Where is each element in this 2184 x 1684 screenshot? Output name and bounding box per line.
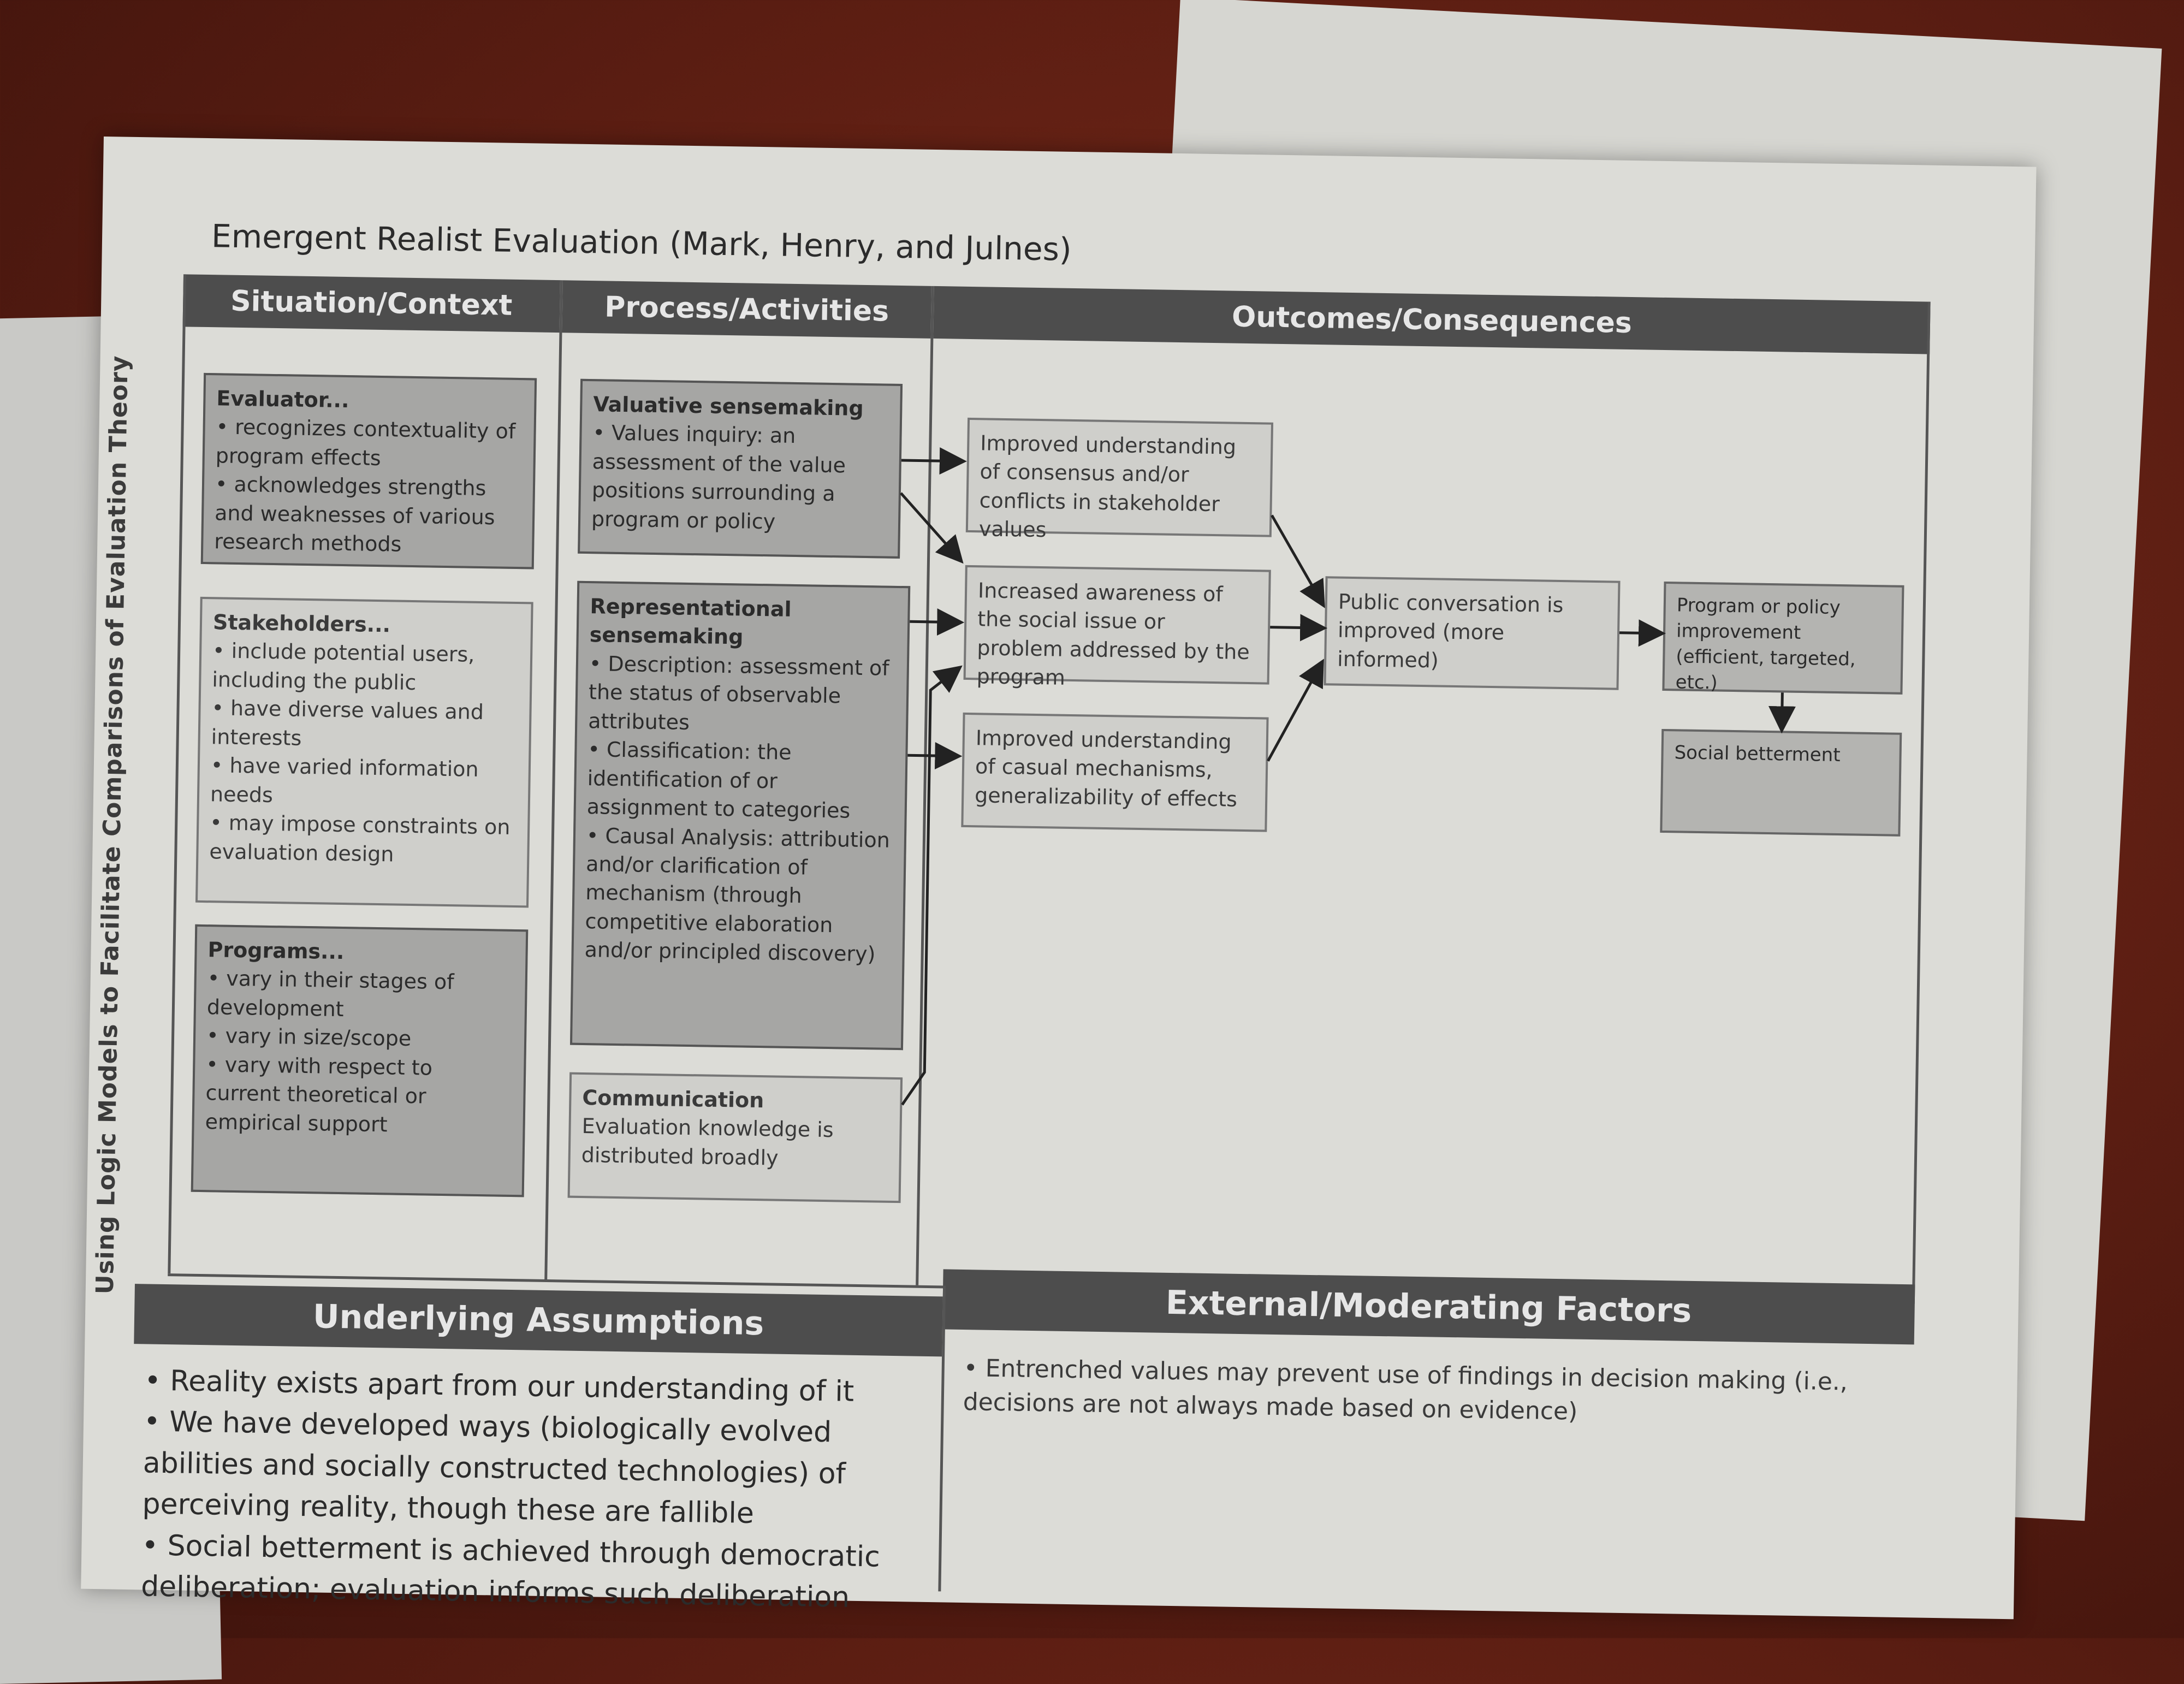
header-outcomes: Outcomes/Consequences <box>933 286 1930 354</box>
programs-heading: Programs... <box>207 938 345 964</box>
representational-bullet: • Description: assessment of the status of observable attributes <box>587 651 889 734</box>
evaluator-heading: Evaluator... <box>216 386 349 413</box>
flow-arrows <box>168 274 1930 1301</box>
outcome-stakeholder-values: Improved understanding of consensus and/or conflicts in stakeholder values <box>978 431 1237 542</box>
logic-model-frame <box>140 274 1931 1667</box>
programs-bullet: • vary with respect to current theoretical or empirical support <box>205 1052 433 1137</box>
outcome-social-issue: Increased awareness of the social issue or problem addressed by the program <box>976 578 1250 690</box>
valuative-heading: Valuative sensemaking <box>593 392 864 420</box>
document-title: Emergent Realist Evaluation (Mark, Henry, and Julnes) <box>211 217 1072 268</box>
program-improvement-text: Program or policy improvement (efficient, targeted, etc.) <box>1675 594 1856 694</box>
social-betterment-text: Social betterment <box>1674 742 1841 767</box>
stakeholders-bullet: • have varied information needs <box>210 753 479 807</box>
stakeholders-bullet: • include potential users, including the public <box>212 638 475 695</box>
evaluator-bullet: • acknowledges strengths and weaknesses of various research methods <box>214 472 495 556</box>
arrow-representational-to-awareness <box>910 621 959 622</box>
valuative-bullet: • Values inquiry: an assessment of the value positions surrounding a program or policy <box>591 420 846 534</box>
public-conversation-text: Public conversation is improved (more informed) <box>1337 589 1564 673</box>
arrow-representational-to-causal <box>907 755 957 756</box>
side-title: Using Logic Models to Facilitate Comparisons of Evaluation Theory <box>91 355 134 1295</box>
header-process: Process/Activities <box>562 280 931 339</box>
document-page <box>81 137 2036 1619</box>
assumption-item: • Reality exists apart from our understanding of it <box>144 1364 854 1408</box>
header-situation: Situation/Context <box>183 274 560 333</box>
arrow-valuative-to-awareness <box>900 493 961 560</box>
assumption-item: • We have developed ways (biologically evolved abilities and socially constructed technologies) of perceiving reality, though these are fallible <box>142 1405 846 1531</box>
assumptions-list <box>141 1360 931 1620</box>
external-factors-list <box>963 1351 1903 1433</box>
representational-bullet: • Causal Analysis: attribution and/or clarification of mechanism (through competitive elaboration and/or principled discovery) <box>584 823 891 966</box>
communication-text: Evaluation knowledge is distributed broadly <box>581 1114 834 1170</box>
arrow-communication-to-outcomes <box>902 668 958 1105</box>
programs-bullet: • vary in their stages of development <box>206 966 454 1021</box>
communication-heading: Communication <box>582 1085 764 1113</box>
arrow-values-to-public <box>1271 515 1324 603</box>
header-underlying-assumptions: Underlying Assumptions <box>134 1284 943 1356</box>
stakeholders-heading: Stakeholders... <box>212 610 391 637</box>
outcome-causal-mechanisms: Improved understanding of casual mechanisms, generalizability of effects <box>974 726 1238 811</box>
header-external-factors: External/Moderating Factors <box>942 1269 1915 1344</box>
representational-heading: Representational sensemaking <box>589 594 792 649</box>
assumption-item: • Social betterment is achieved through democratic deliberation; evaluation informs such deliberation <box>140 1528 881 1614</box>
representational-bullet: • Classification: the identification of or assignment to categories <box>586 737 851 823</box>
external-factor-item: • Entrenched values may prevent use of findings in decision making (i.e., decisions are not always made based on evidence) <box>963 1354 1848 1426</box>
arrow-awareness-to-public <box>1270 627 1322 628</box>
stakeholders-bullet: • may impose constraints on evaluation design <box>209 810 511 867</box>
programs-bullet: • vary in size/scope <box>206 1023 412 1051</box>
stakeholders-bullet: • have diverse values and interests <box>211 696 484 750</box>
evaluator-bullet: • recognizes contextuality of program effects <box>215 414 516 470</box>
arrow-causal-to-public <box>1268 663 1321 762</box>
arrow-valuative-to-values <box>901 460 962 461</box>
